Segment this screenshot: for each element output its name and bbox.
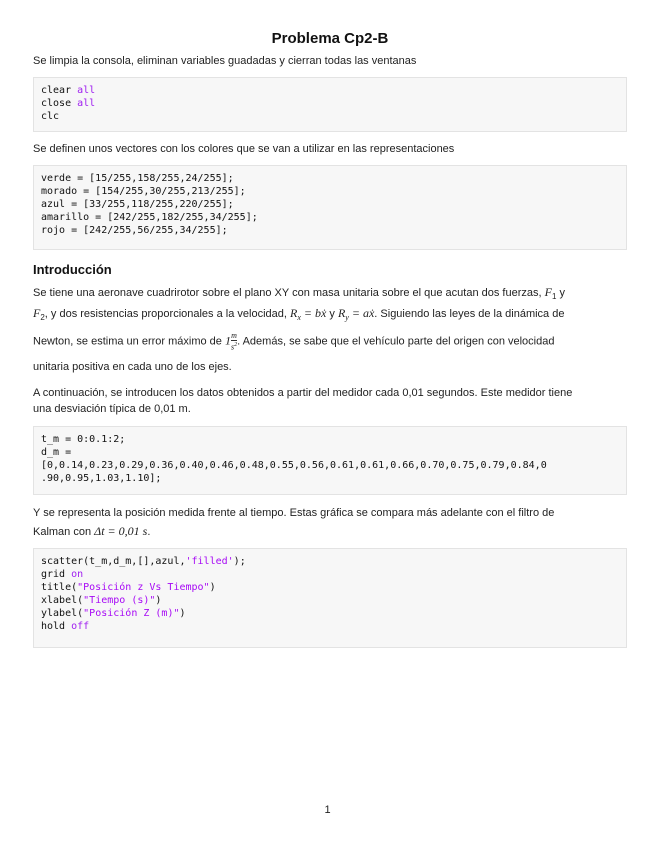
code-line: [0,0.14,0.23,0.29,0.36,0.40,0.46,0.48,0.55,0.56,0.61,0.61,0.66,0.70,0.75,0.79,0.84,0: [41, 460, 547, 471]
code-line: clc: [41, 111, 60, 122]
para-plot-line2: Kalman con Δt = 0,01 s.: [33, 524, 151, 538]
para-data-line2: una desviación típica de 0,01 m.: [33, 403, 191, 415]
code-block-data: [33, 426, 627, 495]
code-line: verde = [15/255,158/255,24/255];: [41, 173, 234, 184]
code-line: d_m =: [41, 447, 72, 458]
code-line: close all: [41, 98, 96, 109]
code-line: amarillo = [242/255,182/255,34/255];: [41, 212, 258, 223]
code-line: rojo = [242/255,56/255,34/255];: [41, 225, 228, 236]
code-block-colors: [33, 165, 627, 250]
code-block-clear: [33, 77, 627, 132]
code-line: azul = [33/255,118/255,220/255];: [41, 199, 234, 210]
code-line: grid on: [41, 569, 84, 580]
code-line: t_m = 0:0.1:2;: [41, 434, 126, 445]
code-line: clear all: [41, 85, 96, 96]
error-fraction: $\frac{m}{s^2}$: [230, 331, 238, 352]
code-line: scatter(t_m,d_m,[],azul,'filled');: [41, 556, 246, 567]
code-line: ylabel("Posición Z (m)"): [41, 608, 186, 619]
intro-text: Se limpia la consola, eliminan variables guadadas y cierran todas las ventanas: [33, 55, 417, 67]
para-intro-line4: unitaria positiva en cada uno de los ejes.: [33, 361, 232, 373]
page-title: Problema Cp2-B: [271, 30, 389, 47]
code-line: hold off: [41, 621, 90, 632]
code-block-plot: [33, 548, 627, 648]
code-line: morado = [154/255,30/255,213/255];: [41, 186, 246, 197]
colors-text: Se definen unos vectores con los colores que se van a utilizar en las representaciones: [33, 143, 455, 155]
para-intro-line3: Newton, se estima un error máximo de 1 $\frac{m}{s^2}$ . Además, se sabe que el vehículo parte del origen con velocidad: [33, 331, 555, 352]
section-heading: Introducción: [33, 262, 112, 277]
para-intro-line1: Se tiene una aeronave cuadrirotor sobre el plano XY con masa unitaria sobre el que acutan dos fuerzas, $F_1$ y: [33, 285, 565, 302]
para-plot-line1: Y se representa la posición medida frente al tiempo. Estas gráfica se compara más adelante con el filtro de: [33, 507, 555, 519]
para-data-line1: A continuación, se introducen los datos obtenidos a partir del medidor cada 0,01 segundos. Este medidor tiene: [33, 387, 573, 399]
code-line: .90,0.95,1.03,1.10];: [41, 473, 162, 484]
page-number: 1: [324, 804, 331, 816]
para-intro-line2: $F_2$, y dos resistencias proporcionales a la velocidad, $R_x$ = bẋ y $R_y$ = aẋ. Siguiendo las leyes de la dinámica de: [33, 306, 565, 323]
code-line: xlabel("Tiempo (s)"): [41, 595, 162, 606]
code-line: title("Posición z Vs Tiempo"): [41, 582, 216, 593]
